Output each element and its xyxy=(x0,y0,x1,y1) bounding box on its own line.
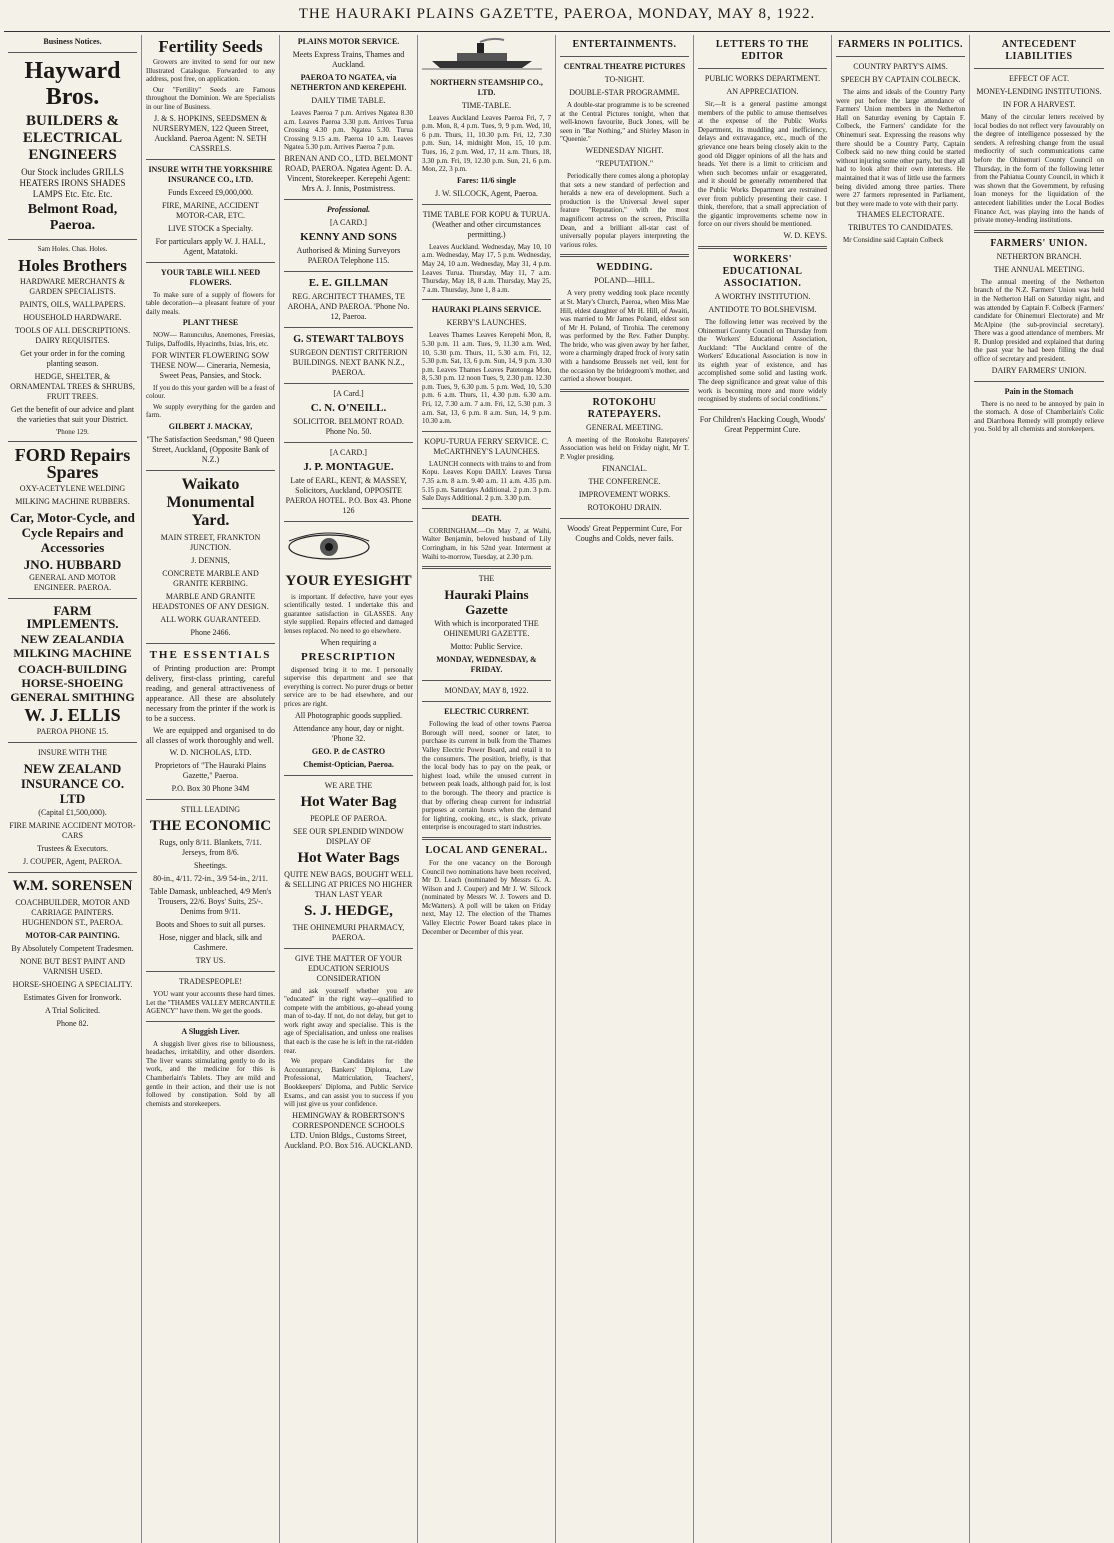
article-subheading: SPEECH BY CAPTAIN COLBECK. xyxy=(840,75,961,84)
ad-text: REG. ARCHITECT THAMES, TE AROHA, AND PAEROA. 'Phone No. 12, Paeroa. xyxy=(287,291,410,321)
ad-text: dispensed bring it to me. I personally supervise this department and see that everything is correct. No purer drugs or better service are to be had elsewhere, and our prices are right. xyxy=(284,665,413,708)
ad-text: Belmont Road, Paeroa. xyxy=(27,202,118,233)
ad-economic: THE ECONOMIC xyxy=(149,817,272,834)
ad-text: We prepare Candidates for the Accountancy, Bankers' Diploma, Law Professional, Matriculation, Teachers', Bookkeepers' Diploma, and Public Service Exams., and can assist you to success if you will just give us your confidence. xyxy=(284,1057,413,1109)
ad-text: Phone 82. xyxy=(56,1019,89,1029)
ad-text: GEO. P. de CASTRO xyxy=(311,746,386,756)
ad-text: PRESCRIPTION xyxy=(300,650,397,663)
ad-text: OXY-ACETYLENE WELDING xyxy=(19,484,126,494)
article-subheading: DAIRY FARMERS' UNION. xyxy=(991,365,1087,375)
ad-text: Hose, nigger and black, silk and Cashmere. xyxy=(159,932,262,952)
ad-text: Car, Motor-Cycle, and Cycle Repairs and Accessories xyxy=(10,510,135,556)
ad-text: COACHBUILDER, MOTOR AND CARRIAGE PAINTERS. HUGHENDON ST., PAEROA. xyxy=(15,898,130,928)
ad-text: NORTHERN STEAMSHIP CO., LTD. xyxy=(430,77,543,97)
article-heading: WEDDING. xyxy=(596,262,653,274)
paper-date: MONDAY, MAY 8, 1922. xyxy=(444,686,529,696)
ad-text: Get the benefit of our advice and plant the varieties that suit your District. xyxy=(10,404,135,424)
ad-text: KENNY AND SONS xyxy=(300,230,397,243)
ad-text: FIRE, MARINE, ACCIDENT MOTOR-CAR, ETC. xyxy=(162,200,259,220)
article-subheading: MONEY-LENDING INSTITUTIONS. xyxy=(976,87,1102,96)
ad-text: DAILY TIME TABLE. xyxy=(311,96,386,105)
article-text: Many of the circular letters received by local bodies do not reflect very favourably on the degree of intelligence possessed by the senders. A refreshing change from the usual mediocrity of such communications came before the Ohinemuri County Council on Thursday, in the form of the following letter from the Pahiatua County Council, in which it was shown that the Government, by refusing loan moneys for the liquidation of the antecedent liabilities under the Local Bodies Finance Act, was playing into the hands of private money-lending institutions. xyxy=(974,113,1104,225)
article-heading: PUBLIC WORKS DEPARTMENT. xyxy=(704,74,821,83)
ad-text: FOR WINTER FLOWERING SOW THESE NOW— Cineraria, Nemesia, Sweet Peas, Pansies, and Stock. xyxy=(150,350,271,380)
ad-text: Proprietors of "The Hauraki Plains Gazette," Paeroa. xyxy=(154,760,267,780)
ad-text: HORSE-SHOEING A SPECIALITY. xyxy=(12,980,133,990)
ad-text: Woods' Great Peppermint Cure, For Coughs and Colds, never fails. xyxy=(567,523,682,543)
article-heading: ELECTRIC CURRENT. xyxy=(444,707,529,717)
ad-text: ALL WORK GUARANTEED. xyxy=(160,614,261,624)
article-subheading: TRIBUTES TO CANDIDATES. xyxy=(848,223,953,233)
paper-subtitle: With which is incorporated THE OHINEMURI GAZETTE. xyxy=(434,619,539,639)
article-subheading: THAMES ELECTORATE. xyxy=(856,210,945,220)
ad-text: KERBY'S LAUNCHES. xyxy=(446,318,527,328)
ad-text: MILKING MACHINE RUBBERS. xyxy=(15,497,130,507)
ad-text: GILBERT J. MACKAY, xyxy=(168,421,253,431)
columns xyxy=(4,35,1110,1543)
ad-text: PAEROA PHONE 15. xyxy=(36,727,109,737)
ad-text: WE ARE THE xyxy=(324,780,373,790)
ad-text: J. P. MONTAGUE. xyxy=(303,460,394,473)
article-text: A sluggish liver gives rise to biliousness, headaches, irritability, and other disorders. The liver wants stimulating gently to do its work, and the medicine for this is Chamberlain's Tablets. They are mild and gentle in their action, and their use is not followed by constipation. Sold by all chemists and storekeepers. xyxy=(146,1039,275,1108)
ad-text: We are equipped and organised to do all classes of work thoroughly and well. xyxy=(146,725,275,745)
article-subheading: GENERAL MEETING. xyxy=(585,422,664,432)
article-text: Mr Considine said Captain Colbeck xyxy=(843,236,944,245)
ad-text: Late of EARL, KENT, & MASSEY, Solicitors, Auckland, OPPOSITE PAEROA HOTEL. P.O. Box 43. Phone 126 xyxy=(285,475,412,515)
article-heading: FARMERS' UNION. xyxy=(990,237,1088,249)
ad-text: SEE OUR SPLENDID WINDOW DISPLAY OF xyxy=(293,826,404,846)
ad-text: MARBLE AND GRANITE HEADSTONES OF ANY DESIGN. xyxy=(152,591,269,611)
ad-text: MOTOR-CAR PAINTING. xyxy=(25,931,120,941)
ad-text: HEMINGWAY & ROBERTSON'S CORRESPONDENCE SCHOOLS LTD. Union Bldgs., Customs Street, Auckland. P.O. Box 516. AUCKLAND. xyxy=(284,1110,413,1150)
ad-text: TIME-TABLE. xyxy=(461,100,512,110)
article-subheading: ANTIDOTE TO BOLSHEVISM. xyxy=(708,304,817,314)
ad-text: Chemist-Optician, Paeroa. xyxy=(303,759,394,769)
ad-text: 'Phone 129. xyxy=(56,427,89,436)
column-1 xyxy=(4,35,142,1543)
ad-text: BRENAN AND CO., LTD. BELMONT ROAD, PAEROA. Ngatea Agent: D. A. Vincent, Storekeeper. Kerepehi Agent: Mrs A. J. Innis, Postmistress. xyxy=(284,153,413,193)
column-3 xyxy=(280,35,418,1543)
ad-text: FARM IMPLEMENTS. xyxy=(26,603,119,632)
ad-text: To make sure of a supply of flowers for table decoration—a pleasant feature of your daily meals. xyxy=(146,290,275,316)
ad-text: [A CARD.] xyxy=(330,447,367,457)
ad-text: Our Stock includes GRILLS HEATERS IRONS SHADES LAMPS Etc. Etc. Etc. xyxy=(19,167,126,199)
article-text: The aims and ideals of the Country Party were put before the large attendance of Farmers' Union members in the Netherton Hall on Saturday evening by Captain F. Colbeck, the Farmers' candidate for the Ohinemuri seat. Expressing the reasons why there should be a Country Party, Captain Colbeck said no new thing could be started without injuring some other party, but they all had to look after their own interests. He maintained that it was of little use the farmers being divided among three parties. There were 27 farmers represented in Parliament, but they were made to vote with their party. xyxy=(836,88,965,208)
paper-nameplate: Hauraki Plains Gazette xyxy=(444,587,529,618)
ad-text: Table Damask, unbleached, 4/9 Men's Trousers, 22/6. Boys' Suits, 25/-. Denims from 9/11. xyxy=(149,886,272,916)
article-subheading: EFFECT OF ACT. xyxy=(1009,74,1069,83)
ad-text: G. STEWART TALBOYS xyxy=(293,333,404,345)
ad-nzins: NEW ZEALAND INSURANCE CO. LTD xyxy=(20,761,125,807)
column-6 xyxy=(694,35,832,1543)
article-signature: W. D. KEYS. xyxy=(783,230,827,240)
ad-text: STILL LEADING xyxy=(180,804,241,814)
ad-text: LAUNCH connects with trains to and from Kopu. Leaves Kopu DAILY. Leaves Turua 7.35 a.m. 8 a.m. 9.40 a.m. 11 a.m. 4.35 p.m. 5.15 p.m. Saturdays Additional. 2 p.m. 3 p.m. Sale Days Additional. 2 p.m. 3.30 p.m. xyxy=(422,459,551,503)
ad-text: When requiring a xyxy=(320,637,377,647)
ad-waikato: Waikato Monumental Yard. xyxy=(166,475,255,529)
column-7 xyxy=(832,35,970,1543)
article-subheading: THE ANNUAL MEETING. xyxy=(993,264,1085,274)
masthead: THE HAURAKI PLAINS GAZETTE, PAEROA, MONDAY, MAY 8, 1922. xyxy=(4,6,1110,32)
article-subheading: THE CONFERENCE. xyxy=(588,476,661,486)
article-subheading: A WORTHY INSTITUTION. xyxy=(714,291,811,301)
ad-text: J. DENNIS, xyxy=(191,555,230,565)
ad-text: YOUR TABLE WILL NEED FLOWERS. xyxy=(160,267,261,287)
ad-text: [A CARD.] xyxy=(330,217,367,227)
ad-text: PLANT THESE xyxy=(182,318,239,328)
ad-text: For particulars apply W. J. HALL, Agent, Matatoki. xyxy=(155,236,266,256)
ad-text: YOU want your accounts these hard times. Let the "THAMES VALLEY MERCANTILE AGENCY" have them. We get the goods. xyxy=(146,989,275,1016)
article-subheading: FINANCIAL. xyxy=(601,463,648,473)
ad-text: Phone 2466. xyxy=(190,627,231,637)
ad-text: Meets Express Trains, Thames and Auckland. xyxy=(292,50,405,69)
ad-text: and ask yourself whether you are "educated" in the right way—qualified to compete with the ambitious, go-ahead young man of to-day. If not, do not delay, but get to work right away and specialise. This is the age of Specialisation, and unless one realises that each is the case he is left in the rat-ridden rear. xyxy=(284,986,413,1055)
article-text: The annual meeting of the Netherton branch of the N.Z. Farmers' Union was held in the Netherton Hall on Saturday night, and was attended by Captain F. Colbeck (Farmers' candidate for Ohinemuri Electorate) and Mr McAlpine (the sub-provincial secretary). There was a good attendance of members. Mr R. Dunlop presided and explained that during the past year he had been filling the dual office of secretary and president. xyxy=(974,277,1104,364)
article-subheading: AN APPRECIATION. xyxy=(726,87,799,96)
ad-text: Boots and Shoes to suit all purses. xyxy=(155,919,266,929)
column-2 xyxy=(142,35,280,1543)
ad-text: [A Card.] xyxy=(333,388,364,398)
ad-heading: Pain in the Stomach xyxy=(1004,386,1074,396)
ad-text: Leaves Thames Leaves Kerepehi Mon, 8, 5.30 p.m. 11 a.m. Tues, 9, 11.30 a.m. Wed, 10, 5.30 p.m. Thurs, 11, 5.30 a.m. Fri, 12, 5.30 p.m. Sat, 13, 6 p.m. Sun, 14, 9 p.m. 3.30 p.m. Leaves Thames Leaves Patetonga Mon, 8, 5.30 p.m. 12 noon Tues, 9, 2.30 p.m. 12.30 p.m. Tues, 9, 6.30 p.m. 5 p.m. Wed, 10, 5.30 p.m. 6 a.m. Thurs, 11, 4.30 p.m. 6.30 a.m. Fri, 12, 7.30 a.m. 7 a.m. Fri, 12, 5.30 p.m. 3 a.m. Sat, 13, 6 p.m. 8 a.m. Sun, 14, 9 p.m. 10.30 a.m. xyxy=(422,331,551,426)
ad-text: HEDGE, SHELTER, & ORNAMENTAL TREES & SHRUBS, FRUIT TREES. xyxy=(10,371,135,401)
ad-text: NOW— Ranunculus, Anemones, Freesias, Tulips, Daffodils, Hyacinths, Ixias, Iris, etc. xyxy=(146,331,275,348)
ad-ford: FORD Repairs Spares xyxy=(14,445,131,483)
article-text: Sir,—It is a general pastime amongst members of the public to amuse themselves at the expense of the Public Works Department, its muddling and inefficiency, delays and extravagance, etc., much of the grievance one hears being closely akin to the good old Digger opinions of all the hats and heads. Yet there is a limit to criticism and when such becomes unfair or exaggerated, and it should be generally remembered that the Public Works Department are restrained ever from publicly presenting their case. I think, therefore, that a small appreciation of the gigantic improvements scheme now in force on our rivers should be mentioned. xyxy=(698,100,827,229)
article-text: A meeting of the Rotokohu Ratepayers' Association was held on Friday night, Mr T. P. Vogler presiding. xyxy=(560,435,689,462)
ad-text: TRY US. xyxy=(195,955,226,965)
ad-text: Funds Exceed £9,000,000. xyxy=(167,187,254,197)
ad-text: TOOLS OF ALL DESCRIPTIONS. DAIRY REQUISITES. xyxy=(14,325,131,345)
ad-text: NEW ZEALANDIA MILKING MACHINE xyxy=(13,632,132,661)
ad-text: THE ESSENTIALS xyxy=(149,648,272,661)
ad-text: Growers are invited to send for our new Illustrated Catalogue. Forwarded to any address, post free, on application. xyxy=(146,58,275,84)
article-heading: ROTOKOHU RATEPAYERS. xyxy=(587,396,662,420)
article-subheading: DOUBLE-STAR PROGRAMME. xyxy=(569,88,680,97)
article-subheading: TO-NIGHT. xyxy=(604,75,645,84)
ad-text: PAINTS, OILS, WALLPAPERS. xyxy=(19,299,126,309)
ad-text: is important. If defective, have your eyes scientifically tested. I undertake this and guarantee satisfaction in GLASSES. Any style supplied. Repairs effected and damaged lenses replaced. No need to go elsewhere. xyxy=(284,592,413,635)
steamship-illustration-icon xyxy=(422,37,542,71)
ad-text: "The Satisfaction Seedsman," 98 Queen Street, Auckland, (Opposite Bank of N.Z.) xyxy=(146,434,275,464)
ad-text: C. N. O'NEILL. xyxy=(310,401,387,414)
section-heading: Business Notices. xyxy=(43,37,102,46)
ad-text: BUILDERS & ELECTRICAL ENGINEERS xyxy=(22,113,123,163)
ad-sorensen: W.M. SORENSEN xyxy=(12,878,133,895)
ad-holes: Holes Brothers xyxy=(18,255,127,275)
ad-text: For Children's Hacking Cough, Woods' Great Peppermint Cure. xyxy=(699,414,826,434)
ad-text: Fares: 11/6 single xyxy=(457,175,516,185)
ad-text: Leaves Auckland Leaves Paeroa Fri, 7, 7 p.m. Mon, 8, 4 p.m. Tues, 9, 9 p.m. Wed, 10, 6 p.m. Thurs, 11, 10.30 p.m. Fri, 12, 7.30 p.m. Sun, 14, midnight Mon, 15, 10 p.m. Tues, 16, 2 p.m. Wed, 17, 11 a.m. Thurs, 18, 3.30 p.m. Fri, 19, 12.30 p.m. Sun, 21, 6 p.m. Mon, 22, 3 p.m. xyxy=(422,113,551,174)
ad-text: THE OHINEMURI PHARMACY, PAEROA. xyxy=(292,922,405,942)
ad-text: Sheetings. xyxy=(193,860,228,870)
ad-fertility: Fertility Seeds xyxy=(158,37,263,56)
ad-hayward: Hayward Bros. xyxy=(24,58,121,110)
ad-text: PAEROA TO NGATEA, via NETHERTON AND KEREPEHI. xyxy=(290,73,407,92)
ad-text: GIVE THE MATTER OF YOUR EDUCATION SERIOUS CONSIDERATION xyxy=(294,953,403,983)
section-heading: ENTERTAINMENTS. xyxy=(572,39,677,50)
article-subheading: ROTOKOHU DRAIN. xyxy=(587,502,662,512)
article-text: The following letter was received by the Ohinemuri County Council on Thursday from the Workers' Educational Association, Auckland: "The Auckland centre of the Workers' Educational Association is now in its eighth year of existence, and has accomplished some solid and lasting work. The deep significance and great value of this work is becoming more and more widely recognised by students of social conditions." xyxy=(698,317,827,404)
ad-text: Get your order in for the coming planting season. xyxy=(20,348,125,368)
ad-text: Sam Holes. Chas. Holes. xyxy=(37,245,108,253)
article-heading: A Sluggish Liver. xyxy=(181,1026,240,1036)
ad-text: J. W. SILCOCK, Agent, Paeroa. xyxy=(435,188,538,198)
ad-text: Authorised & Mining Surveyors PAEROA Telephone 115. xyxy=(296,245,401,265)
article-subheading: IMPROVEMENT WORKS. xyxy=(578,489,671,499)
paper-days: MONDAY, WEDNESDAY, & FRIDAY. xyxy=(436,655,537,675)
ad-text: J. & S. HOPKINS, SEEDSMEN & NURSERYMEN, 122 Queen Street, Auckland. Paeroa Agent: N. SETH CASSRELS. xyxy=(152,113,269,153)
article-subheading: POLAND—HILL. xyxy=(594,276,655,286)
article-subheading: IN FOR A HARVEST. xyxy=(1002,100,1076,109)
column-5 xyxy=(556,35,694,1543)
ad-text: INSURE WITH THE YORKSHIRE INSURANCE CO., LTD. xyxy=(148,164,273,184)
article-text: Following the lead of other towns Paeroa Borough will need, sooner or later, to purchase its current in bulk from the Thames Valley Electric Power Board, and retail it to the consumers. The position, briefly, is that the local body has to pay on the peak, or highest load, while the unused current in between peak loads, although paid for, is lost to the borough. The theory and practice is that by offering cheap current for industrial purposes at certain hours when the demand for lighting, cooking, etc., is slack, private enterprise is encouraged to start industries. xyxy=(422,720,551,832)
paper-motto: Motto: Public Service. xyxy=(450,642,523,652)
ad-text: HAURAKI PLAINS SERVICE. xyxy=(431,305,542,315)
ad-eyesight: YOUR EYESIGHT xyxy=(285,572,412,589)
column-4 xyxy=(418,35,556,1543)
ad-text: PEOPLE OF PAEROA. xyxy=(310,813,387,823)
ad-text: KOPU-TURUA FERRY SERVICE. C. McCARTHNEY'S LAUNCHES. xyxy=(424,436,549,456)
article-text: For the one vacancy on the Borough Council two nominations have been received, Mr D. Leach (nominated by Messrs G. A. Wilson and J. Couper) and Mr J. W. Silcock (nominated by Messrs W. J. Towers and D. McWatters). A poll will be taken on Friday next, May 12. The election of the Thames Valley Electric Power Board takes place in December or December of this year. xyxy=(422,858,551,936)
ad-text: JNO. HUBBARD xyxy=(23,557,122,573)
article-subheading: WEDNESDAY NIGHT. xyxy=(585,145,664,155)
section-heading: Professional. xyxy=(326,204,371,214)
ad-ellis: W. J. ELLIS xyxy=(24,705,121,726)
ad-text: INSURE WITH THE xyxy=(37,748,108,758)
ad-text: FIRE MARINE ACCIDENT MOTOR-CARS xyxy=(9,821,136,841)
ad-text: of Printing production are: Prompt delivery, first-class printing, careful reading, and general attractiveness of appearance. All these are absolutely necessary from the printer if the work is to be a success. xyxy=(146,663,275,723)
article-heading: COUNTRY PARTY'S AIMS. xyxy=(853,62,948,71)
eye-illustration-icon xyxy=(284,531,374,563)
ad-text: By Absolutely Competent Tradesmen. xyxy=(11,944,134,954)
ad-text: (Capital £1,500,000). xyxy=(38,808,107,818)
article-heading: DEATH. xyxy=(471,513,502,523)
section-heading: FARMERS IN POLITICS. xyxy=(837,39,964,50)
ad-text: Our "Fertility" Seeds are Famous throughout the Dominion. We are Specialists in our line of Business. xyxy=(146,85,275,111)
ad-text: 80-in., 4/11. 72-in., 3/9 54-in., 2/11. xyxy=(153,873,268,883)
ad-text: We supply everything for the garden and farm. xyxy=(146,402,275,420)
ad-text: Rugs, only 8/11. Blankets, 7/11. Jerseys, from 8/6. xyxy=(159,837,262,857)
ad-text: TRADESPEOPLE! xyxy=(178,976,243,986)
ad-text: MAIN STREET, FRANKTON JUNCTION. xyxy=(160,532,261,552)
ad-text: S. J. HEDGE, xyxy=(304,902,393,919)
column-8 xyxy=(970,35,1108,1543)
ad-text: PLAINS MOTOR SERVICE. xyxy=(297,37,400,46)
ad-text: All Photographic goods supplied. xyxy=(294,710,403,720)
article-subheading: "REPUTATION." xyxy=(595,158,654,168)
ad-text: Trustees & Executors. xyxy=(36,844,109,854)
ad-text: HARDWARE MERCHANTS & GARDEN SPECIALISTS. xyxy=(20,276,125,296)
ad-text: HOUSEHOLD HARDWARE. xyxy=(23,312,122,322)
article-text: CORRINGHAM.—On May 7, at Waihi, Walter Benjamin, beloved husband of Lily Corringham, in his 52nd year. Interment at Waihi to-morrow, Tuesday, at 2.30 p.m. xyxy=(422,526,551,561)
ad-text: P.O. Box 30 Phone 34M xyxy=(171,783,250,793)
ad-text: LIVE STOCK a Specialty. xyxy=(167,223,254,233)
article-heading: CENTRAL THEATRE PICTURES xyxy=(563,62,686,71)
ad-text: CONCRETE MARBLE AND GRANITE KERBING. xyxy=(162,568,259,588)
ad-text: NONE BUT BEST PAINT AND VARNISH USED. xyxy=(19,957,126,977)
ad-text: SURGEON DENTIST CRITERION BUILDINGS. NEXT BANK N.Z., PAEROA. xyxy=(289,347,408,377)
ad-text: J. COUPER, Agent, PAEROA. xyxy=(22,857,123,867)
ad-text: Estimates Given for Ironwork. xyxy=(23,993,122,1003)
article-heading: LOCAL AND GENERAL. xyxy=(425,844,548,856)
article-text: A double-star programme is to be screened at the Central Pictures tonight, when that well-known favourite, Buck Jones, will be seen in "Bar Nothing," and Shirley Mason in "Queenie." xyxy=(560,101,689,144)
article-heading: WORKERS' EDUCATIONAL ASSOCIATION. xyxy=(722,253,803,289)
section-heading: LETTERS TO THE EDITOR xyxy=(715,39,810,62)
article-subheading: NETHERTON BRANCH. xyxy=(996,251,1082,261)
ad-text: E. E. GILLMAN xyxy=(308,276,389,289)
ad-text: Leaves Paeroa 7 p.m. Arrives Ngatea 8.30 a.m. Leaves Paeroa 3.30 p.m. Arrives Turua Crossing 4.30 p.m. Ngatea 5.30. Turua Crossing 9.15 a.m. Paeroa 10 a.m. Leaves Ngatea 5.30 p.m. Arrives Paeroa 7 p.m. xyxy=(284,109,413,152)
ad-text: W. D. NICHOLAS, LTD. xyxy=(169,747,252,757)
ad-text: If you do this your garden will be a feast of colour. xyxy=(146,383,275,401)
ad-text: Hot Water Bags xyxy=(297,849,400,866)
ad-text: TIME TABLE FOR KOPU & TURUA. (Weather and other circumstances permitting.) xyxy=(422,209,551,239)
ad-text: There is no need to be annoyed by pain in the stomach. A dose of Chamberlain's Colic and Diarrhoea Remedy will promptly relieve you. Sold by all chemists and storekeepers. xyxy=(974,399,1104,434)
paper-nameplate-prefix: THE xyxy=(478,574,495,584)
ad-text: Hot Water Bag xyxy=(300,793,397,810)
section-heading: ANTECEDENT LIABILITIES xyxy=(1001,39,1077,62)
ad-text: COACH-BUILDING HORSE-SHOEING GENERAL SMITHING xyxy=(10,662,135,705)
ad-text: Leaves Auckland. Wednesday, May 10, 10 a.m. Wednesday, May 17, 5 p.m. Wednesday, May 24, 10 a.m. Wednesday, May 31, 4 p.m. Leaves Turua. Thursday, May 11, 7 a.m. Thursday, May 18, 8 a.m. Thursday, May 25, 7 a.m. Thursday, June 1, 8 a.m. xyxy=(422,242,551,294)
article-text: A very pretty wedding took place recently at St. Mary's Church, Paeroa, when Miss Mae Hill, eldest daughter of Mr H. Hill, of Awaiti, was married to Mr James Poland, eldest son of Mr H. Poland, of Tirohia. The ceremony was performed by the Rev. Father Dunphy. The bride, who was given away by her father, wore a charmingly draped frock of ivory satin with a handsome Brussels net veil, lent for the occasion by the bridegroom's mother, and carried a shower bouquet. xyxy=(560,289,689,384)
ad-text: SOLICITOR. BELMONT ROAD. Phone No. 50. xyxy=(293,416,404,436)
ad-text: QUITE NEW BAGS, BOUGHT WELL & SELLING AT PRICES NO HIGHER THAN LAST YEAR xyxy=(284,869,413,899)
article-text: Periodically there comes along a photoplay that sets a new standard of perfection and heralds a new era of development. Such a production is the Universal Jewel super feature "Reputation," with the most magnificent actress on the screen, Priscilla Dean, and a brilliant all-star cast of universally popular players interpreting the various roles. xyxy=(560,171,689,249)
ad-text: A Trial Solicited. xyxy=(45,1006,100,1016)
ad-text: GENERAL AND MOTOR ENGINEER. PAEROA. xyxy=(29,573,116,593)
ad-text: Attendance any hour, day or night. 'Phone 32. xyxy=(293,723,404,743)
